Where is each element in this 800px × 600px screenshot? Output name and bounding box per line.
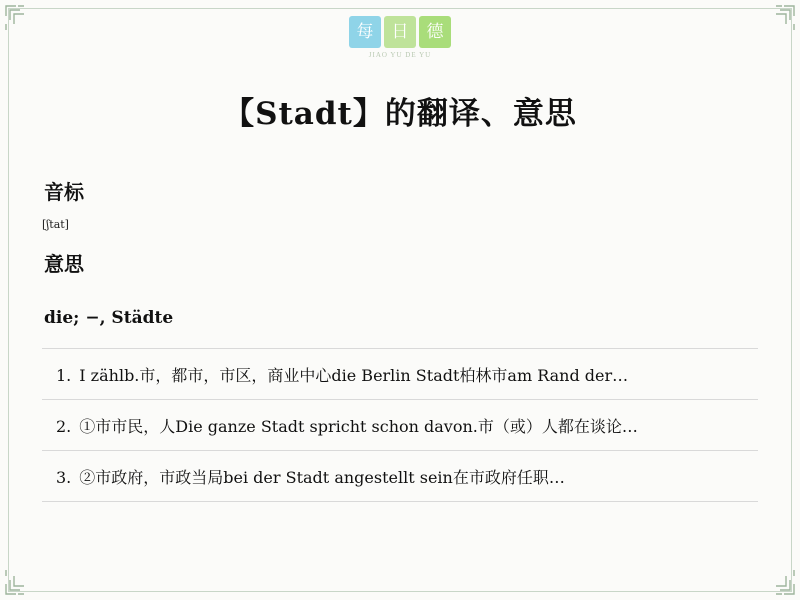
entry-number: 3. [56, 468, 72, 487]
definition-list [42, 348, 758, 502]
gender-forms: die; −, Städte [44, 308, 174, 328]
logo-block-1: 每 [349, 16, 381, 48]
logo-block-3: 德 [419, 16, 451, 48]
site-logo[interactable] [0, 16, 800, 59]
corner-ornament-icon [4, 562, 38, 596]
page-title: 【Stadt】的翻译、意思 [223, 96, 577, 132]
list-item[interactable] [42, 399, 758, 450]
entry-number: 2. [56, 417, 72, 436]
entry-text: ②市政府，市政当局bei der Stadt angestellt sein在市政府任职… [79, 468, 565, 487]
list-item[interactable] [42, 348, 758, 399]
logo-blocks [349, 16, 451, 48]
phonetic-heading: 音标 [44, 180, 84, 204]
entry-number: 1. [56, 366, 72, 385]
meaning-heading: 意思 [44, 252, 84, 276]
logo-subtitle: JIAO YU DE YU [368, 51, 432, 59]
entry-text: Ⅰ zählb.市，都市，市区，商业中心die Berlin Stadt柏林市am Rand der… [79, 366, 629, 385]
entry-text: ①市市民，人Die ganze Stadt spricht schon davon.市（或）人都在谈论… [79, 417, 638, 436]
list-item[interactable] [42, 450, 758, 502]
logo-block-2: 日 [384, 16, 416, 48]
phonetic-value: [ʃtat] [42, 218, 69, 231]
corner-ornament-icon [762, 562, 796, 596]
